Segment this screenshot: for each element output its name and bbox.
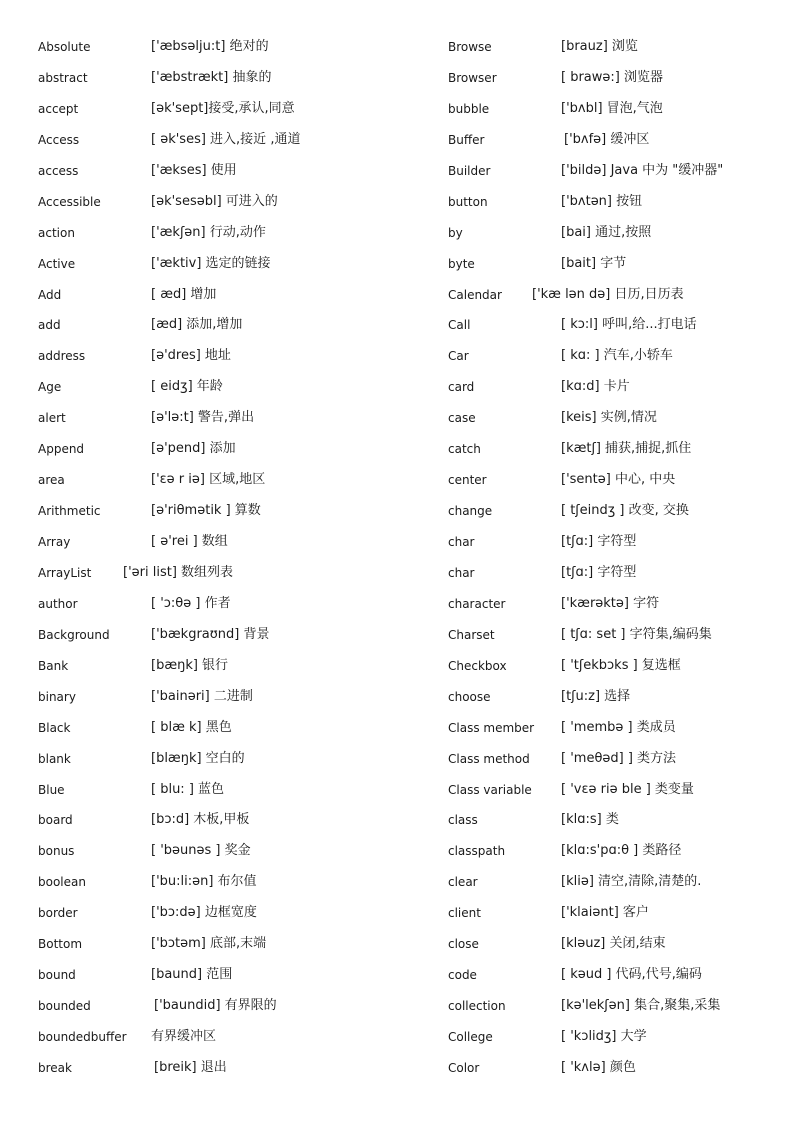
vocab-word: ArrayList [38,565,92,580]
vocab-word: Buffer [448,132,485,147]
vocab-entry [448,403,788,434]
vocab-phonetic-meaning: ['kæ lən də] 日历,日历表 [532,286,684,302]
vocab-word: blank [38,751,71,766]
vocab-entry [448,32,788,63]
vocab-word: Bank [38,658,69,673]
vocab-entry [448,63,788,94]
vocab-entry [38,125,398,156]
vocab-word: Absolute [38,40,91,54]
vocab-word: board [38,813,73,828]
vocab-word: Call [448,318,471,333]
vocab-phonetic-meaning: [ ə'rei ] 数组 [151,534,228,549]
vocab-entry [38,651,398,682]
vocab-entry [38,310,398,341]
vocab-phonetic-meaning: [ 'meθəd] ] 类方法 [561,750,677,766]
vocab-word: card [448,380,475,395]
vocab-entry [38,929,398,960]
vocab-word: Black [38,720,71,735]
vocab-word: Checkbox [448,658,507,673]
vocab-phonetic-meaning: [ blu: ] 蓝色 [151,781,225,797]
vocab-phonetic-meaning: [ æd] 增加 [151,286,217,302]
vocab-phonetic-meaning: [kləuz] 关闭,结束 [561,936,666,952]
vocab-phonetic-meaning: [ 'tʃekbɔks ] 复选框 [561,657,681,673]
vocab-entry [448,991,788,1022]
vocab-phonetic-meaning: [tʃɑ:] 字符型 [561,534,637,549]
vocab-entry [448,187,788,218]
vocab-entry [448,744,788,775]
vocab-word: accept [38,101,79,116]
vocab-phonetic-meaning: ['bʌtən] 按钮 [561,193,643,209]
vocab-phonetic-meaning: [baund] 范围 [151,967,233,983]
vocab-entry [38,991,398,1022]
vocab-entry [448,249,788,280]
vocab-phonetic-meaning: [blæŋk] 空白的 [151,750,245,766]
vocab-phonetic-meaning: [bait] 字节 [561,255,627,271]
vocab-word: alert [38,411,66,426]
vocab-word: break [38,1060,72,1075]
vocab-entry [448,1053,788,1084]
right-column [448,32,788,1084]
vocab-phonetic-meaning: [tʃu:z] 选择 [561,688,631,704]
vocab-word: binary [38,689,76,704]
vocab-word: Append [38,442,85,457]
vocab-entry [448,125,788,156]
vocab-word: catch [448,442,481,457]
vocab-phonetic-meaning: ['bʌfə] 缓冲区 [564,131,650,147]
vocab-phonetic-meaning: ['bækgraʊnd] 背景 [151,626,270,642]
vocab-phonetic-meaning: [brauz] 浏览 [561,39,638,54]
vocab-word: Charset [448,627,495,642]
vocab-word: code [448,968,477,983]
vocab-word: Background [38,627,110,642]
vocab-phonetic-meaning: [ kəud ] 代码,代号,编码 [561,967,702,983]
vocab-word: Blue [38,782,65,797]
vocab-word: choose [448,689,491,704]
vocab-phonetic-meaning: [ə'lə:t] 警告,弹出 [151,410,255,426]
vocab-word: boundedbuffer [38,1030,127,1044]
vocab-word: Access [38,132,80,147]
vocab-entry [448,805,788,836]
vocab-phonetic-meaning: [ tʃeindʒ ] 改变, 交换 [561,503,689,519]
vocab-entry [38,558,398,589]
vocab-word: bound [38,968,76,983]
vocab-phonetic-meaning: [ eidʒ] 年龄 [151,379,223,395]
vocab-word: byte [448,256,475,271]
vocab-phonetic-meaning: [kliə] 清空,清除,清楚的. [561,874,702,890]
vocab-word: abstract [38,70,88,85]
vocab-entry [38,682,398,713]
vocab-entry [38,434,398,465]
vocab-phonetic-meaning: [kə'lekʃən] 集合,聚集,采集 [561,998,721,1014]
vocab-word: button [448,194,488,209]
vocab-phonetic-meaning: [ək'sesəbl] 可进入的 [151,193,278,209]
vocab-word: collection [448,999,506,1014]
vocab-entry [448,1022,788,1053]
vocab-entry [448,651,788,682]
vocab-word: case [448,411,476,426]
vocab-phonetic-meaning: ['æbstrækt] 抽象的 [151,69,272,85]
vocab-entry [38,32,398,63]
vocab-entry [448,558,788,589]
vocab-entry [448,310,788,341]
vocab-word: Browser [448,70,497,85]
vocab-entry [38,280,398,311]
vocab-entry [38,1053,398,1084]
vocab-entry [38,156,398,187]
vocab-phonetic-meaning: [klɑ:s'pɑ:θ ] 类路径 [561,843,682,859]
vocab-phonetic-meaning: [ək'sept]接受,承认,同意 [151,100,295,116]
vocab-entry [448,341,788,372]
vocab-word: author [38,596,78,611]
vocab-phonetic-meaning: [ 'bəunəs ] 奖金 [151,843,251,859]
vocab-entry [38,249,398,280]
vocab-entry [448,465,788,496]
vocab-entry [448,280,788,311]
vocab-phonetic-meaning: ['ækʃən] 行动,动作 [151,224,266,240]
vocab-word: access [38,163,79,178]
vocab-entry [38,713,398,744]
vocab-entry [448,156,788,187]
vocab-entry [38,403,398,434]
vocab-phonetic-meaning: [breik] 退出 [154,1059,227,1075]
vocab-phonetic-meaning: ['bu:li:ən] 布尔值 [151,874,257,890]
left-column [38,32,398,1084]
vocab-phonetic-meaning: ['æbsəlju:t] 绝对的 [151,39,269,54]
vocab-word: Age [38,380,62,395]
vocab-word: center [448,473,487,488]
vocab-word: bonus [38,844,75,859]
vocab-entry [38,867,398,898]
vocab-phonetic-meaning: [ tʃɑ: set ] 字符集,编码集 [561,626,712,642]
vocab-word: char [448,535,475,549]
vocab-word: boolean [38,875,86,890]
vocab-entry [38,805,398,836]
vocab-phonetic-meaning: [tʃɑ:] 字符型 [561,564,637,580]
vocab-entry [448,94,788,125]
vocab-word: Calendar [448,287,502,302]
vocab-word: Car [448,349,469,364]
vocab-phonetic-meaning: [ 'membə ] 类成员 [561,719,676,735]
vocab-word: character [448,596,506,611]
vocab-phonetic-meaning: [kɑ:d] 卡片 [561,379,630,395]
vocab-word: Browse [448,40,492,54]
vocab-word: Array [38,535,71,549]
vocab-phonetic-meaning: [keis] 实例,情况 [561,410,657,426]
vocab-entry [448,527,788,558]
vocab-phonetic-meaning: ['əri list] 数组列表 [123,564,234,580]
vocab-phonetic-meaning: ['ɛə r iə] 区域,地区 [151,472,266,488]
vocab-entry [448,836,788,867]
vocab-entry [448,620,788,651]
vocab-phonetic-meaning: [bæŋk] 银行 [151,657,229,673]
vocab-phonetic-meaning: ['bildə] Java 中为 "缓冲器" [561,162,724,178]
vocab-phonetic-meaning: ['kærəktə] 字符 [561,595,660,611]
vocab-phonetic-meaning: [ brawə:] 浏览器 [561,69,663,85]
vocab-entry [38,218,398,249]
vocab-entry [448,713,788,744]
vocab-phonetic-meaning: [bɔ:d] 木板,甲板 [151,812,250,828]
vocab-phonetic-meaning: [ə'riθmətik ] 算数 [151,503,261,519]
vocab-word: client [448,906,481,921]
vocab-entry [448,589,788,620]
vocab-phonetic-meaning: [ kɑ: ] 汽车,小轿车 [561,348,673,364]
vocab-entry [448,775,788,806]
vocab-word: classpath [448,844,506,859]
vocab-entry [38,589,398,620]
vocab-word: action [38,225,75,240]
vocab-word: bubble [448,101,490,116]
vocab-entry [38,341,398,372]
vocab-word: address [38,349,86,364]
vocab-word: Accessible [38,194,101,209]
vocab-word: Class method [448,751,530,766]
vocab-phonetic-meaning: [kætʃ] 捕获,捕捉,抓住 [561,441,692,457]
vocab-phonetic-meaning: ['klaiənt] 客户 [561,905,649,921]
vocab-word: College [448,1030,493,1044]
vocab-phonetic-meaning: ['bainəri] 二进制 [151,688,253,704]
vocab-entry [448,867,788,898]
vocab-phonetic-meaning: ['æktiv] 选定的链接 [151,255,271,271]
vocab-entry [38,744,398,775]
vocab-entry [38,898,398,929]
vocab-phonetic-meaning: [ blæ k] 黑色 [151,719,232,735]
vocab-entry [38,63,398,94]
vocab-word: bounded [38,999,91,1014]
vocab-word: by [448,225,463,240]
vocab-phonetic-meaning: [ ək'ses] 进入,接近 ,通道 [151,131,301,147]
vocab-word: Class member [448,720,535,735]
vocab-phonetic-meaning: [bai] 通过,按照 [561,224,652,240]
vocab-entry [448,960,788,991]
vocab-phonetic-meaning: [klɑ:s] 类 [561,812,619,828]
vocab-entry [448,434,788,465]
vocab-word: class [448,813,478,828]
vocab-phonetic-meaning: ['baundid] 有界限的 [154,998,277,1014]
vocab-phonetic-meaning: ['ækses] 使用 [151,162,237,178]
vocab-entry [448,929,788,960]
vocab-word: char [448,565,475,580]
vocab-phonetic-meaning: ['sentə] 中心, 中央 [561,472,676,488]
vocab-phonetic-meaning: [ 'kʌlə] 颜色 [561,1059,636,1075]
vocab-entry [38,465,398,496]
vocab-word: add [38,318,61,333]
vocab-word: Add [38,287,62,302]
vocab-entry [38,775,398,806]
vocab-word: Class variable [448,782,532,797]
vocab-entry [448,682,788,713]
vocab-entry [38,836,398,867]
vocab-word: Color [448,1060,480,1075]
vocab-entry [448,898,788,929]
vocab-entry [448,496,788,527]
vocab-phonetic-meaning: [æd] 添加,增加 [151,317,243,333]
vocab-entry [448,372,788,403]
vocab-word: Active [38,256,76,271]
vocab-entry [38,94,398,125]
vocab-word: close [448,937,479,952]
vocab-word: border [38,906,78,921]
vocab-phonetic-meaning: [ 'kɔlidʒ] 大学 [561,1029,647,1044]
vocab-phonetic-meaning: [ 'ɔ:θə ] 作者 [151,595,231,611]
vocab-word: area [38,473,65,488]
vocab-phonetic-meaning: ['bɔtəm] 底部,末端 [151,936,267,952]
vocab-entry [38,527,398,558]
vocab-entry [448,218,788,249]
vocab-word: change [448,504,493,519]
vocab-phonetic-meaning: ['bɔ:də] 边框宽度 [151,905,257,921]
vocab-entry [38,1022,398,1053]
vocab-phonetic-meaning: [ə'pend] 添加 [151,441,236,457]
vocab-word: Arithmetic [38,504,101,519]
vocab-word: Builder [448,163,491,178]
vocab-word: Bottom [38,937,83,952]
vocab-phonetic-meaning: ['bʌbl] 冒泡,气泡 [561,100,663,116]
vocab-entry [38,187,398,218]
vocab-phonetic-meaning: [ 'vɛə riə ble ] 类变量 [561,781,694,797]
vocab-word: clear [448,875,478,890]
vocab-entry [38,372,398,403]
vocab-phonetic-meaning: [ kɔ:l] 呼叫,给...打电话 [561,317,697,333]
vocab-phonetic-meaning: [ə'dres] 地址 [151,348,231,364]
vocab-entry [38,960,398,991]
vocab-phonetic-meaning: 有界缓冲区 [151,1029,217,1044]
vocab-entry [38,620,398,651]
vocab-entry [38,496,398,527]
